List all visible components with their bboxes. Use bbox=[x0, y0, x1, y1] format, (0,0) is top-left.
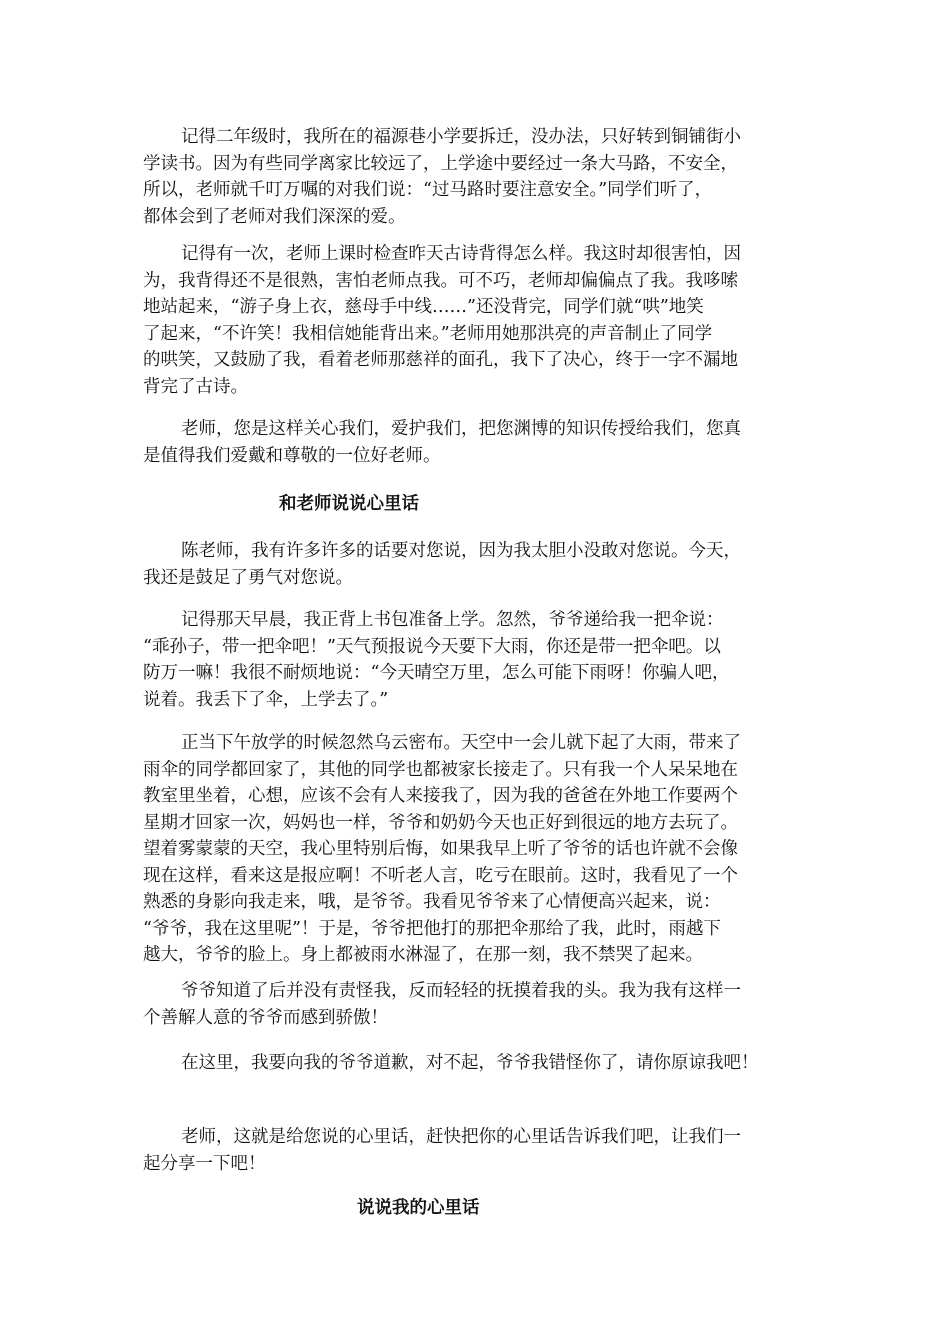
text-line: 望着雾蒙蒙的天空，我心里特别后悔，如果我早上听了爷爷的话也许就不会像 bbox=[143, 839, 738, 859]
text-line: 个善解人意的爷爷而感到骄傲！ bbox=[143, 1007, 388, 1028]
text-line: 背完了古诗。 bbox=[143, 376, 248, 397]
text-line: 所以，老师就千叮万嘱的对我们说：“过马路时要注意安全。”同学们听了， bbox=[143, 180, 713, 200]
text-line: 老师，这就是给您说的心里话，赶快把你的心里话告诉我们吧，让我们一 bbox=[181, 1127, 741, 1147]
text-line: 学读书。因为有些同学离家比较远了，上学途中要经过一条大马路，不安全， bbox=[143, 153, 738, 174]
paragraph-5 bbox=[143, 607, 813, 713]
paragraph-6 bbox=[143, 730, 813, 969]
text-line: 越大，爷爷的脸上。身上都被雨水淋湿了，在那一刻，我不禁哭了起来。 bbox=[143, 945, 703, 965]
text-line: 防万一嘛！我很不耐烦地说：“今天晴空万里，怎么可能下雨呀！你骗人吧， bbox=[143, 663, 730, 683]
text-line: 爷爷知道了后并没有责怪我，反而轻轻的抚摸着我的头。我为我有这样一 bbox=[181, 981, 741, 1001]
text-line: 记得有一次，老师上课时检查昨天古诗背得怎么样。我这时却很害怕，因 bbox=[181, 244, 741, 264]
text-line: 星期才回家一次，妈妈也一样，爷爷和奶奶今天也正好到很远的地方去玩了。 bbox=[143, 812, 738, 833]
text-line: 熟悉的身影向我走来，哦，是爷爷。我看见爷爷来了心情便高兴起来，说： bbox=[143, 892, 721, 912]
paragraph-4 bbox=[143, 538, 813, 591]
text-line: 在这里，我要向我的爷爷道歉，对不起，爷爷我错怪你了，请你原谅我吧！ bbox=[181, 1053, 759, 1073]
text-line: 的哄笑，又鼓励了我，看着老师那慈祥的面孔，我下了决心，终于一字不漏地 bbox=[143, 350, 738, 370]
paragraph-9 bbox=[143, 1124, 813, 1177]
text-line: 记得那天早晨，我正背上书包准备上学。忽然，爷爷递给我一把伞说： bbox=[181, 610, 724, 630]
text-line: 了起来，“不许笑！我相信她能背出来。”老师用她那洪亮的声音制止了同学 bbox=[143, 323, 713, 344]
text-line: 正当下午放学的时候忽然乌云密布。天空中一会儿就下起了大雨，带来了 bbox=[181, 733, 741, 753]
text-line: 我还是鼓足了勇气对您说。 bbox=[143, 567, 353, 588]
text-line: 说着。我丢下了伞，上学去了。” bbox=[143, 689, 389, 710]
text-line: 地站起来，“游子身上衣，慈母手中线……”还没背完，同学们就“哄”地笑 bbox=[143, 297, 704, 317]
text-line: 教室里坐着，心想，应该不会有人来接我了，因为我的爸爸在外地工作要两个 bbox=[143, 786, 738, 806]
text-line: 都体会到了老师对我们深深的爱。 bbox=[143, 206, 406, 227]
text-line: 老师，您是这样关心我们，爱护我们，把您渊博的知识传授给我们，您真 bbox=[181, 419, 741, 439]
paragraph-8 bbox=[143, 1050, 813, 1077]
text-line: 为，我背得还不是很熟，害怕老师点我。可不巧，老师却偏偏点了我。我哆嗦 bbox=[143, 270, 738, 291]
text-line: 陈老师，我有许多许多的话要对您说，因为我太胆小没敢对您说。今天， bbox=[181, 541, 741, 561]
section-heading: 和老师说说心里话 bbox=[279, 494, 419, 514]
text-line: 雨伞的同学都回家了，其他的同学也都被家长接走了。只有我一个人呆呆地在 bbox=[143, 759, 738, 780]
text-line: 起分享一下吧！ bbox=[143, 1153, 266, 1174]
paragraph-2 bbox=[143, 241, 813, 400]
section-heading: 说说我的心里话 bbox=[357, 1198, 480, 1218]
paragraph-7 bbox=[143, 978, 813, 1031]
paragraph-3 bbox=[143, 416, 813, 469]
text-line: “乖孙子，带一把伞吧！”天气预报说今天要下大雨，你还是带一把伞吧。以 bbox=[143, 636, 721, 657]
text-line: “爷爷，我在这里呢”！于是，爷爷把他打的那把伞那给了我，此时，雨越下 bbox=[143, 918, 721, 939]
paragraph-1 bbox=[143, 124, 813, 230]
text-line: 现在这样，看来这是报应啊！不听老人言，吃亏在眼前。这时，我看见了一个 bbox=[143, 865, 738, 886]
text-line: 是值得我们爱戴和尊敬的一位好老师。 bbox=[143, 445, 441, 466]
text-line: 记得二年级时，我所在的福源巷小学要拆迁，没办法，只好转到铜铺街小 bbox=[181, 127, 741, 147]
